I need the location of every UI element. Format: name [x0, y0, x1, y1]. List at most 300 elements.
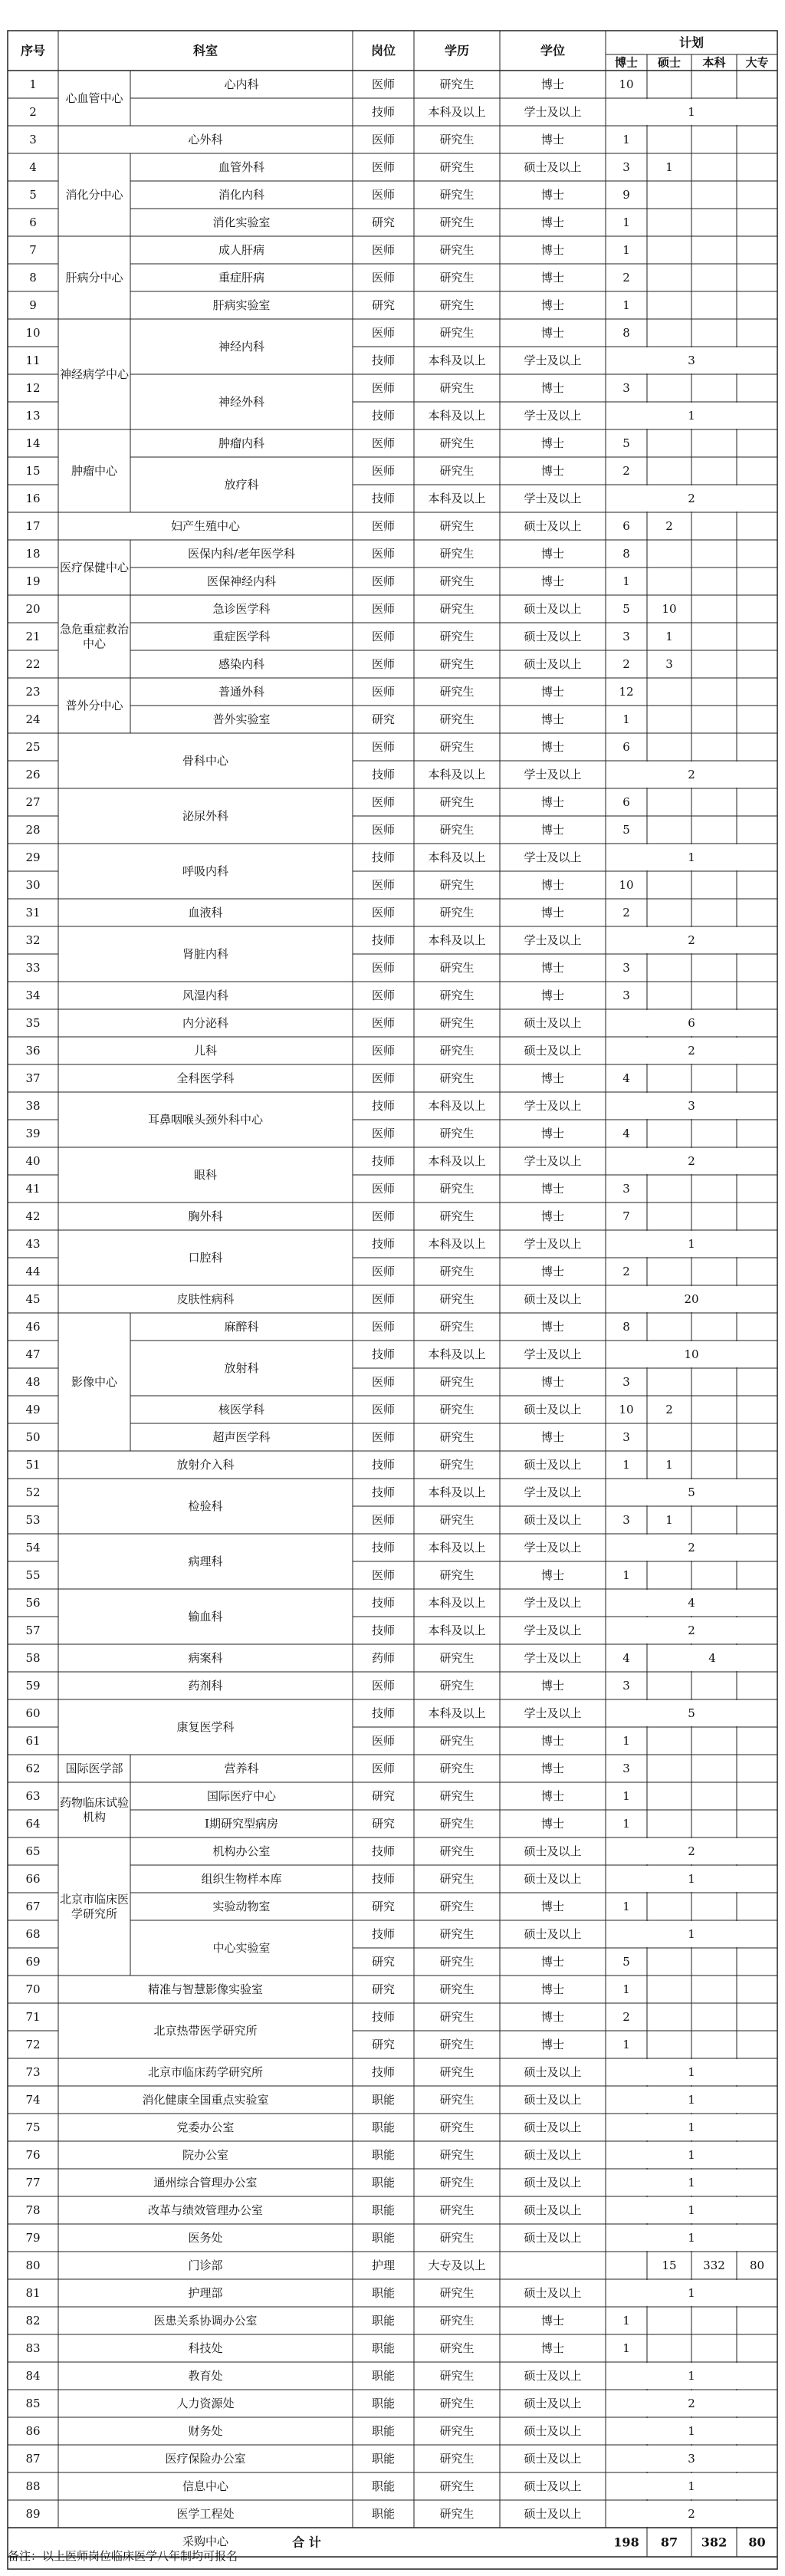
row-post: 医师 — [371, 133, 396, 146]
row-degree: 学士及以上 — [524, 409, 582, 423]
row-seq: 17 — [25, 519, 41, 533]
department-label: 教育处 — [188, 2369, 223, 2383]
department-label: 肿瘤内科 — [218, 436, 265, 450]
group-label: 消化分中心 — [65, 188, 123, 202]
row-seq: 65 — [25, 1844, 41, 1858]
row-plan-1: 1 — [622, 133, 630, 146]
row-seq: 58 — [25, 1651, 41, 1665]
header-edu: 学历 — [444, 43, 470, 58]
row-degree: 硕士及以上 — [524, 1513, 582, 1527]
row-seq: 27 — [25, 795, 41, 809]
row-seq: 50 — [25, 1430, 41, 1444]
row-degree: 硕士及以上 — [524, 2397, 582, 2410]
row-degree: 博士 — [540, 2314, 565, 2328]
department-label: 门诊部 — [188, 2259, 223, 2272]
row-plan-merged: 10 — [684, 1347, 699, 1361]
row-seq: 8 — [29, 271, 37, 285]
row-degree: 博士 — [540, 823, 565, 837]
row-education: 研究生 — [439, 436, 475, 450]
row-education: 研究生 — [439, 1375, 475, 1389]
row-degree: 硕士及以上 — [524, 2176, 582, 2189]
row-seq: 86 — [25, 2424, 41, 2438]
row-plan-merged: 3 — [688, 1099, 695, 1113]
row-plan-merged: 2 — [688, 2397, 695, 2410]
row-post: 医师 — [371, 630, 396, 643]
row-plan-1: 2 — [622, 906, 630, 920]
row-education: 研究生 — [439, 215, 475, 229]
department-label: 采购中心 — [182, 2535, 229, 2548]
row-plan-1: 1 — [622, 1458, 630, 1472]
row-post: 医师 — [371, 1734, 396, 1748]
row-post: 职能 — [371, 2314, 396, 2328]
row-education: 研究生 — [439, 160, 475, 174]
row-seq: 12 — [25, 381, 41, 395]
department-label: I期研究型病房 — [205, 1817, 278, 1831]
row-plan-1: 3 — [622, 1762, 630, 1775]
department-label: 妇产生殖中心 — [170, 519, 241, 533]
department-label: 医务处 — [188, 2231, 223, 2245]
row-education: 本科及以上 — [428, 1485, 486, 1499]
row-education: 研究生 — [439, 2369, 475, 2383]
row-seq: 16 — [25, 492, 41, 505]
row-degree: 硕士及以上 — [524, 2369, 582, 2383]
row-post: 职能 — [371, 2369, 396, 2383]
department-label: 心外科 — [188, 133, 223, 146]
row-degree: 博士 — [540, 878, 565, 892]
row-degree: 博士 — [540, 795, 565, 809]
department-label: 全科医学科 — [176, 1071, 235, 1085]
department-label: 耳鼻咽喉头颈外科中心 — [147, 1113, 264, 1127]
row-degree: 硕士及以上 — [524, 1844, 582, 1858]
row-education: 本科及以上 — [428, 492, 486, 505]
row-seq: 35 — [25, 1016, 41, 1030]
row-education: 研究生 — [439, 989, 475, 1002]
department-label: 通州综合管理办公室 — [153, 2176, 258, 2189]
row-education: 研究生 — [439, 823, 475, 837]
row-seq: 49 — [25, 1403, 41, 1416]
department-label: 消化健康全国重点实验室 — [142, 2093, 269, 2107]
row-seq: 77 — [25, 2176, 41, 2189]
row-degree: 硕士及以上 — [524, 2452, 582, 2466]
row-education: 研究生 — [439, 519, 475, 533]
row-plan-1: 1 — [622, 2038, 630, 2051]
row-degree: 学士及以上 — [524, 492, 582, 505]
row-post: 技师 — [371, 492, 396, 505]
row-seq: 73 — [25, 2065, 41, 2079]
row-seq: 39 — [25, 1127, 41, 1140]
row-degree: 博士 — [540, 712, 565, 726]
department-label: 组织生物样本库 — [201, 1872, 282, 1886]
row-plan-merged: 1 — [688, 2093, 695, 2107]
row-degree: 博士 — [540, 271, 565, 285]
department-label: 眼科 — [193, 1168, 218, 1182]
department-label: 改革与绩效管理办公室 — [147, 2203, 264, 2217]
row-plan-1: 3 — [622, 160, 630, 174]
row-seq: 75 — [25, 2120, 41, 2134]
row-plan-1: 3 — [622, 961, 630, 975]
department-label: 骨科中心 — [182, 754, 229, 768]
row-seq: 14 — [25, 436, 41, 450]
row-plan-merged: 1 — [688, 1872, 695, 1886]
row-seq: 79 — [25, 2231, 41, 2245]
group-label: 肝病分中心 — [65, 271, 123, 285]
department-label: 医疗保险办公室 — [165, 2452, 246, 2466]
row-plan-merged: 2 — [688, 492, 695, 505]
row-education: 研究生 — [439, 2176, 475, 2189]
department-label: 财务处 — [188, 2424, 223, 2438]
row-post: 护理 — [371, 2259, 396, 2272]
row-plan-1: 1 — [622, 2314, 630, 2328]
row-post: 医师 — [371, 574, 396, 588]
row-degree: 博士 — [540, 1375, 565, 1389]
row-education: 研究生 — [439, 685, 475, 699]
row-plan-1: 3 — [622, 1679, 630, 1693]
header-plan-1: 博士 — [614, 55, 639, 70]
row-plan-merged: 2 — [688, 1044, 695, 1058]
row-post: 医师 — [371, 1182, 396, 1196]
row-education: 研究生 — [439, 547, 475, 561]
row-seq: 84 — [25, 2369, 41, 2383]
group-label: 药物临床试验 — [59, 1795, 130, 1810]
row-plan-merged: 1 — [688, 2203, 695, 2217]
row-post: 医师 — [371, 1127, 396, 1140]
row-post: 药师 — [371, 1651, 396, 1665]
row-degree: 博士 — [540, 1182, 565, 1196]
row-post: 研究 — [371, 1982, 396, 1996]
row-degree: 博士 — [540, 740, 565, 754]
row-education: 研究生 — [439, 1817, 475, 1831]
row-post: 医师 — [371, 188, 396, 202]
row-post: 职能 — [371, 2507, 396, 2521]
row-plan-merged: 2 — [688, 1541, 695, 1554]
row-degree: 博士 — [540, 1320, 565, 1334]
row-post: 技师 — [371, 1154, 396, 1168]
header-degree: 学位 — [540, 43, 566, 58]
row-degree: 博士 — [540, 464, 565, 478]
row-seq: 38 — [25, 1099, 41, 1113]
row-education: 研究生 — [439, 2038, 475, 2051]
row-education: 本科及以上 — [428, 354, 486, 367]
row-post: 研究 — [371, 712, 396, 726]
row-education: 研究生 — [439, 2120, 475, 2134]
row-seq: 30 — [25, 878, 41, 892]
row-education: 本科及以上 — [428, 1154, 486, 1168]
row-post: 医师 — [371, 464, 396, 478]
row-post: 职能 — [371, 2120, 396, 2134]
row-plan-1: 5 — [622, 436, 630, 450]
row-post: 职能 — [371, 2424, 396, 2438]
row-seq: 29 — [25, 850, 41, 864]
row-plan-1: 6 — [622, 519, 630, 533]
total-value-4: 80 — [748, 2535, 766, 2550]
group-label: 心血管中心 — [65, 91, 123, 105]
department-label: 风湿内科 — [182, 989, 229, 1002]
row-plan-1: 5 — [622, 602, 630, 616]
row-seq: 69 — [25, 1955, 41, 1969]
row-plan-merged: 1 — [688, 850, 695, 864]
row-post: 职能 — [371, 2341, 396, 2355]
department-label: 医患关系协调办公室 — [153, 2314, 258, 2328]
row-plan-merged: 1 — [688, 2424, 695, 2438]
row-post: 职能 — [371, 2286, 396, 2300]
header-seq: 序号 — [20, 43, 46, 58]
row-plan-2: 2 — [665, 519, 673, 533]
department-label: 神经外科 — [218, 395, 265, 409]
row-seq: 70 — [25, 1982, 41, 1996]
row-education: 研究生 — [439, 1872, 475, 1886]
row-degree: 学士及以上 — [524, 1154, 582, 1168]
row-degree: 博士 — [540, 1265, 565, 1278]
department-label: 营养科 — [224, 1762, 259, 1775]
row-plan-1: 8 — [622, 326, 630, 340]
row-seq: 20 — [25, 602, 41, 616]
row-seq: 87 — [25, 2452, 41, 2466]
row-degree: 博士 — [540, 1762, 565, 1775]
row-post: 医师 — [371, 685, 396, 699]
row-degree: 硕士及以上 — [524, 2424, 582, 2438]
row-seq: 42 — [25, 1209, 41, 1223]
department-label: 院办公室 — [182, 2148, 229, 2162]
row-degree: 学士及以上 — [524, 768, 582, 781]
row-plan-2: 2 — [665, 1403, 673, 1416]
row-degree: 硕士及以上 — [524, 2231, 582, 2245]
row-post: 医师 — [371, 271, 396, 285]
header-plan-2: 硕士 — [657, 55, 682, 70]
department-label: 医保神经内科 — [206, 574, 277, 588]
row-plan-merged: 1 — [688, 105, 695, 119]
row-plan-1: 1 — [622, 2341, 630, 2355]
row-plan-1: 1 — [622, 1817, 630, 1831]
row-plan-1: 8 — [622, 547, 630, 561]
row-seq: 47 — [25, 1347, 41, 1361]
row-degree: 学士及以上 — [524, 1347, 582, 1361]
row-education: 研究生 — [439, 630, 475, 643]
row-seq: 81 — [25, 2286, 41, 2300]
row-post: 医师 — [371, 77, 396, 91]
row-post: 医师 — [371, 160, 396, 174]
row-education: 研究生 — [439, 795, 475, 809]
department-label: 机构办公室 — [212, 1844, 271, 1858]
row-education: 研究生 — [439, 1955, 475, 1969]
department-label: 康复医学科 — [176, 1720, 235, 1734]
department-label: 药剂科 — [188, 1679, 223, 1693]
row-degree: 硕士及以上 — [524, 1927, 582, 1941]
row-education: 研究生 — [439, 381, 475, 395]
row-plan-1: 1 — [622, 298, 630, 312]
row-education: 研究生 — [439, 1568, 475, 1582]
row-plan-merged: 4 — [688, 1596, 695, 1610]
row-plan-1: 10 — [619, 1403, 634, 1416]
row-education: 研究生 — [439, 2479, 475, 2493]
row-plan-2: 1 — [665, 1458, 673, 1472]
row-post: 医师 — [371, 961, 396, 975]
row-plan-4: 80 — [749, 2259, 765, 2272]
row-degree: 博士 — [540, 326, 565, 340]
row-seq: 51 — [25, 1458, 41, 1472]
group-label: 影像中心 — [71, 1375, 118, 1389]
department-label: 医保内科/老年医学科 — [187, 547, 296, 561]
row-degree: 硕士及以上 — [524, 160, 582, 174]
row-degree: 博士 — [540, 133, 565, 146]
row-education: 研究生 — [439, 243, 475, 257]
row-degree: 硕士及以上 — [524, 630, 582, 643]
row-degree: 博士 — [540, 1127, 565, 1140]
row-plan-1: 4 — [622, 1651, 630, 1665]
row-plan-1: 5 — [622, 1955, 630, 1969]
row-degree: 硕士及以上 — [524, 2286, 582, 2300]
row-seq: 64 — [25, 1817, 41, 1831]
row-education: 研究生 — [439, 2424, 475, 2438]
total-value-3: 382 — [701, 2535, 728, 2550]
row-degree: 硕士及以上 — [524, 657, 582, 671]
row-education: 研究生 — [439, 1844, 475, 1858]
group-label: 学研究所 — [71, 1907, 118, 1921]
row-seq: 54 — [25, 1541, 41, 1554]
row-post: 技师 — [371, 354, 396, 367]
row-education: 研究生 — [439, 1320, 475, 1334]
group-label: 中心 — [82, 637, 107, 651]
department-label: 急诊医学科 — [212, 602, 271, 616]
row-education: 研究生 — [439, 1016, 475, 1030]
row-plan-1: 7 — [622, 1209, 630, 1223]
row-seq: 9 — [29, 298, 37, 312]
row-education: 研究生 — [439, 2341, 475, 2355]
row-education: 本科及以上 — [428, 1596, 486, 1610]
row-post: 技师 — [371, 1872, 396, 1886]
row-degree: 博士 — [540, 2341, 565, 2355]
row-education: 本科及以上 — [428, 850, 486, 864]
row-degree: 学士及以上 — [524, 1624, 582, 1637]
row-education: 研究生 — [439, 2507, 475, 2521]
row-degree: 博士 — [540, 989, 565, 1002]
row-seq: 2 — [29, 105, 37, 119]
row-post: 医师 — [371, 1320, 396, 1334]
row-education: 本科及以上 — [428, 1706, 486, 1720]
row-seq: 45 — [25, 1292, 41, 1306]
department-label: 肾脏内科 — [182, 947, 229, 961]
row-plan-1: 3 — [622, 1375, 630, 1389]
department-label: 信息中心 — [182, 2479, 229, 2493]
row-post: 医师 — [371, 1209, 396, 1223]
row-education: 研究生 — [439, 1044, 475, 1058]
department-label: 胸外科 — [188, 1209, 223, 1223]
row-degree: 博士 — [540, 961, 565, 975]
row-seq: 23 — [25, 685, 41, 699]
group-label: 普外分中心 — [65, 699, 123, 712]
department-label: 消化实验室 — [212, 215, 271, 229]
row-plan-merged: 2 — [688, 768, 695, 781]
row-post: 技师 — [371, 1541, 396, 1554]
row-education: 研究生 — [439, 271, 475, 285]
row-plan-1: 12 — [619, 685, 634, 699]
row-degree: 学士及以上 — [524, 1596, 582, 1610]
row-education: 研究生 — [439, 2286, 475, 2300]
row-seq: 62 — [25, 1762, 41, 1775]
row-post: 医师 — [371, 1430, 396, 1444]
row-degree: 博士 — [540, 906, 565, 920]
row-plan-merged: 6 — [688, 1016, 695, 1030]
row-post: 研究 — [371, 1955, 396, 1969]
row-education: 研究生 — [439, 740, 475, 754]
department-label: 心内科 — [224, 77, 259, 91]
row-plan-1: 1 — [622, 574, 630, 588]
row-education: 研究生 — [439, 2010, 475, 2024]
row-post: 医师 — [371, 1568, 396, 1582]
row-post: 医师 — [371, 602, 396, 616]
total-value-1: 198 — [613, 2535, 639, 2550]
row-post: 技师 — [371, 1347, 396, 1361]
row-post: 职能 — [371, 2452, 396, 2466]
row-post: 医师 — [371, 1016, 396, 1030]
row-education: 研究生 — [439, 906, 475, 920]
row-seq: 52 — [25, 1485, 41, 1499]
row-post: 医师 — [371, 519, 396, 533]
row-post: 医师 — [371, 1292, 396, 1306]
row-plan-1: 4 — [622, 1071, 630, 1085]
row-seq: 57 — [25, 1624, 41, 1637]
department-label: 放疗科 — [224, 478, 259, 492]
row-education: 研究生 — [439, 2093, 475, 2107]
row-seq: 85 — [25, 2397, 41, 2410]
department-label: 核医学科 — [218, 1403, 265, 1416]
row-seq: 33 — [25, 961, 41, 975]
department-label: 肝病实验室 — [212, 298, 271, 312]
department-label: 普通外科 — [218, 685, 265, 699]
row-education: 研究生 — [439, 77, 475, 91]
department-label: 血管外科 — [218, 160, 265, 174]
row-plan-1: 1 — [622, 1982, 630, 1996]
row-degree: 学士及以上 — [524, 1541, 582, 1554]
row-post: 医师 — [371, 1375, 396, 1389]
header-plan-4: 大专 — [745, 55, 769, 70]
row-seq: 21 — [25, 630, 41, 643]
row-education: 研究生 — [439, 712, 475, 726]
group-label: 北京市临床医 — [59, 1892, 130, 1907]
row-post: 职能 — [371, 2231, 396, 2245]
row-education: 研究生 — [439, 2397, 475, 2410]
row-degree: 博士 — [540, 1071, 565, 1085]
row-post: 研究 — [371, 2038, 396, 2051]
row-post: 技师 — [371, 850, 396, 864]
row-degree: 硕士及以上 — [524, 1403, 582, 1416]
row-degree: 博士 — [540, 77, 565, 91]
row-plan-1: 8 — [622, 1320, 630, 1334]
row-plan-1: 1 — [622, 1568, 630, 1582]
row-degree: 学士及以上 — [524, 1099, 582, 1113]
row-post: 研究 — [371, 1789, 396, 1803]
row-post: 研究 — [371, 1900, 396, 1913]
row-seq: 40 — [25, 1154, 41, 1168]
row-seq: 61 — [25, 1734, 41, 1748]
group-label: 神经病学中心 — [59, 367, 130, 381]
header-dept: 科室 — [192, 43, 218, 58]
row-seq: 46 — [25, 1320, 41, 1334]
row-degree: 博士 — [540, 381, 565, 395]
row-plan-1: 1 — [622, 243, 630, 257]
row-education: 研究生 — [439, 574, 475, 588]
row-education: 研究生 — [439, 1071, 475, 1085]
row-education: 本科及以上 — [428, 105, 486, 119]
row-post: 研究 — [371, 1817, 396, 1831]
row-seq: 41 — [25, 1182, 41, 1196]
row-post: 职能 — [371, 2397, 396, 2410]
row-seq: 25 — [25, 740, 41, 754]
row-plan-1: 3 — [622, 1182, 630, 1196]
row-post: 医师 — [371, 1044, 396, 1058]
department-label: 神经内科 — [218, 340, 265, 354]
row-seq: 18 — [25, 547, 41, 561]
row-seq: 78 — [25, 2203, 41, 2217]
